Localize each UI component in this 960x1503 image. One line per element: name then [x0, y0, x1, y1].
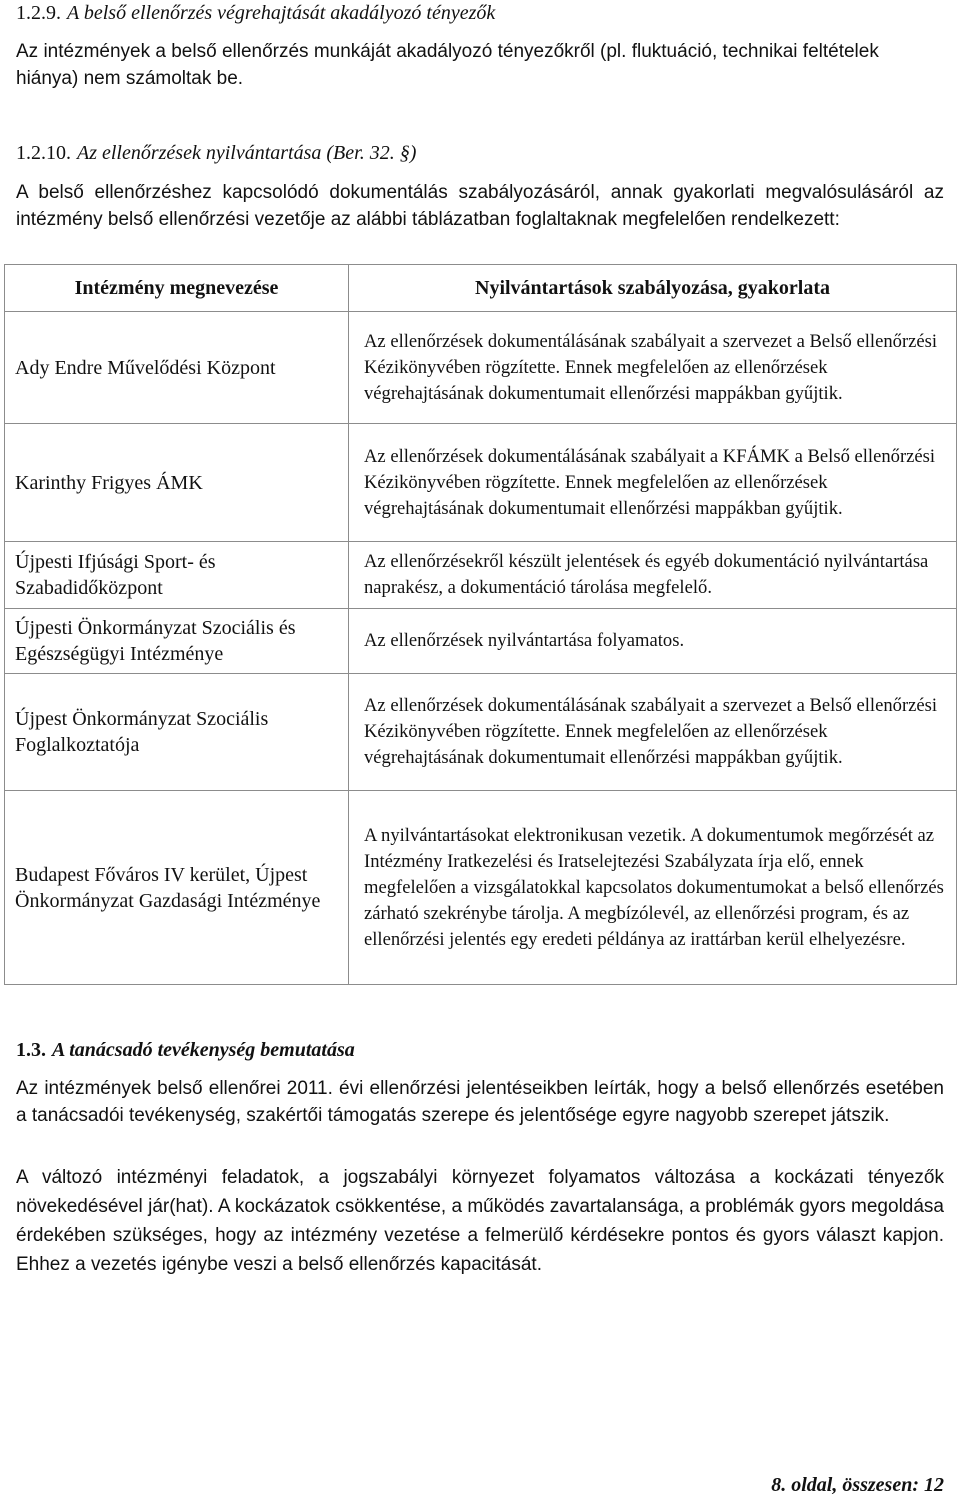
section-1-3-heading	[16, 1037, 355, 1063]
institution-cell: Újpesti Önkormányzat Szociális és Egészségügyi Intézménye	[5, 609, 349, 674]
section-title: A tanácsadó tevékenység bemutatása	[52, 1039, 355, 1061]
section-number: 1.2.9.	[16, 2, 61, 24]
practice-cell: Az ellenőrzésekről készült jelentések és egyéb dokumentáció nyilvántartása naprakész, a dokumentáció tárolása megfelelő.	[349, 542, 957, 609]
table-row	[5, 312, 957, 424]
section-1-3-paragraph-2: A változó intézményi feladatok, a jogszabályi környezet folyamatos változása a kockázati tényezők növekedésével jár(hat). A kockázatok csökkentése, a működés zavartalansága, a problémák gyors megoldása érdekében szükséges, hogy az intézmény vezetése a felmerülő kérdésekre pontos és gyors választ kapjon. Ehhez a vezetés igénybe veszi a belső ellenőrzés kapacitását.	[16, 1167, 944, 1275]
table-row	[5, 791, 957, 985]
institution-cell: Ady Endre Művelődési Központ	[5, 312, 349, 424]
institution-cell: Karinthy Frigyes ÁMK	[5, 424, 349, 542]
practice-cell: Az ellenőrzések dokumentálásának szabályait a szervezet a Belső ellenőrzési Kézikönyvében rögzítette. Ennek megfelelően az ellenőrzések végrehajtásának dokumentumait ellenőrzési mappákban gyűjtik.	[349, 312, 957, 424]
practice-cell: A nyilvántartásokat elektronikusan vezetik. A dokumentumok megőrzését az Intézmény Iratkezelési és Iratselejtezési Szabályzata írja elő, ennek megfelelően a vizsgálatokkal kapcsolatos dokumentumokat a belső ellenőrzés zárható szekrénybe tárolja. A megbízólevél, az ellenőrzési program, és az ellenőrzési jelentés egy eredeti példánya az irattárban kerül elhelyezésre.	[349, 791, 957, 985]
header-institution: Intézmény megnevezése	[5, 265, 349, 312]
section-1-3-paragraph-1: Az intézmények belső ellenőrei 2011. évi ellenőrzési jelentéseikben leírták, hogy a belső ellenőrzés esetében a tanácsadói tevékenység, szakértői támogatás szerepe és jelentősége egyre nagyobb szerepet játszik.	[16, 1078, 944, 1126]
header-practice: Nyilvántartások szabályozása, gyakorlata	[349, 265, 957, 312]
section-number: 1.3.	[16, 1039, 46, 1061]
practice-cell: Az ellenőrzések dokumentálásának szabályait a KFÁMK a Belső ellenőrzési Kézikönyvében rögzítette. Ennek megfelelően az ellenőrzések végrehajtásának dokumentumait ellenőrzési mappákban gyűjtik.	[349, 424, 957, 542]
registry-table	[4, 264, 957, 985]
table-row	[5, 542, 957, 609]
institution-cell: Újpesti Ifjúsági Sport- és Szabadidőközpont	[5, 542, 349, 609]
institution-cell: Budapest Főváros IV kerület, Újpest Önkormányzat Gazdasági Intézménye	[5, 791, 349, 985]
section-1-2-9-text: Az intézmények a belső ellenőrzés munkáját akadályozó tényezőkről (pl. fluktuáció, technikai feltételek hiánya) nem számoltak be.	[16, 41, 879, 89]
page-number-footer: 8. oldal, összesen: 12	[771, 1474, 944, 1496]
practice-cell: Az ellenőrzések nyilvántartása folyamatos.	[349, 609, 957, 674]
practice-cell: Az ellenőrzések dokumentálásának szabályait a szervezet a Belső ellenőrzési Kézikönyvében rögzítette. Ennek megfelelően az ellenőrzések végrehajtásának dokumentumait ellenőrzési mappákban gyűjtik.	[349, 674, 957, 791]
institution-cell: Újpest Önkormányzat Szociális Foglalkoztatója	[5, 674, 349, 791]
table-row	[5, 674, 957, 791]
table-header-row	[5, 265, 957, 312]
section-title: Az ellenőrzések nyilvántartása (Ber. 32. §)	[77, 142, 417, 164]
section-number: 1.2.10.	[16, 142, 71, 164]
table-row	[5, 424, 957, 542]
section-title: A belső ellenőrzés végrehajtását akadályozó tényezők	[67, 2, 496, 24]
section-1-2-10-heading	[16, 140, 416, 166]
section-1-2-9-heading	[16, 0, 495, 26]
table-row	[5, 609, 957, 674]
section-1-2-10-text: A belső ellenőrzéshez kapcsolódó dokumentálás szabályozásáról, annak gyakorlati megvalósulásáról az intézmény belső ellenőrzési vezetője az alábbi táblázatban foglaltaknak megfelelően rendelkezett:	[16, 182, 944, 230]
